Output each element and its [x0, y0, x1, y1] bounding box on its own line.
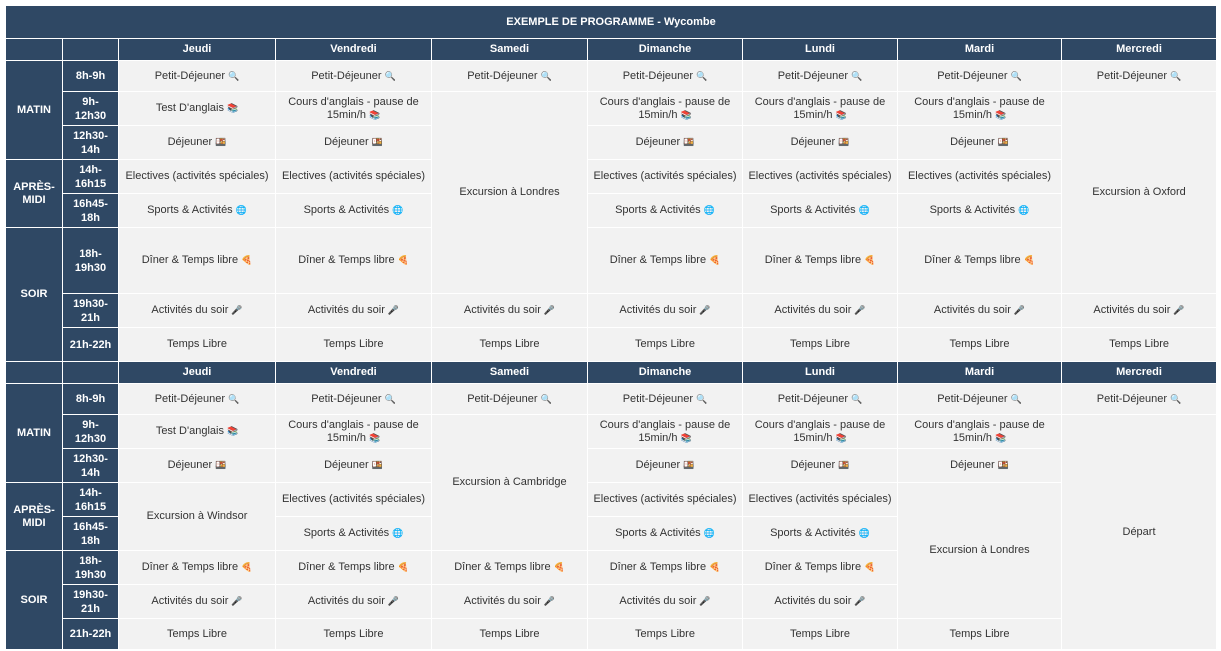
activity-cell: Cours d'anglais - pause de 15min/h 📚 — [588, 92, 743, 126]
activity-cell: Petit-Déjeuner 🔍 — [1062, 384, 1217, 415]
microphone-icon: 🎤 — [699, 596, 711, 606]
header-corner — [6, 39, 63, 61]
time-slot: 14h-16h15 — [63, 483, 119, 517]
microphone-icon: 🎤 — [854, 305, 866, 315]
period-label: APRÈS-MIDI — [6, 483, 63, 551]
time-slot: 12h30-14h — [63, 449, 119, 483]
time-slot: 8h-9h — [63, 384, 119, 415]
time-slot: 19h30-21h — [63, 294, 119, 328]
magnifier-icon: 🔍 — [1010, 70, 1022, 81]
books-icon: 📚 — [680, 432, 692, 443]
activity-cell: Dîner & Temps libre 🍕 — [119, 551, 276, 585]
activity-cell: Dîner & Temps libre 🍕 — [743, 551, 898, 585]
microphone-icon: 🎤 — [387, 305, 400, 315]
globe-icon: 🌐 — [392, 205, 404, 215]
activity-cell: Electives (activités spéciales) — [588, 160, 743, 194]
activity-cell: Temps Libre — [1062, 328, 1217, 362]
activity-cell: Temps Libre — [119, 619, 276, 650]
activity-cell: Activités du soir 🎤 — [276, 585, 432, 619]
globe-icon: 🌐 — [703, 528, 715, 538]
activity-cell: Dîner & Temps libre 🍕 — [432, 551, 588, 585]
activity-cell: Sports & Activités 🌐 — [898, 194, 1062, 228]
globe-icon: 🌐 — [858, 205, 870, 215]
activity-cell: Dîner & Temps libre 🍕 — [119, 228, 276, 294]
activity-cell: Electives (activités spéciales) — [898, 160, 1062, 194]
activity-cell: Activités du soir 🎤 — [743, 585, 898, 619]
activity-cell: Déjeuner 🍱 — [119, 126, 276, 160]
magnifier-icon: 🔍 — [228, 393, 240, 404]
pizza-icon: 🍕 — [864, 255, 876, 265]
time-slot: 19h30-21h — [63, 585, 119, 619]
activity-cell: Cours d'anglais - pause de 15min/h 📚 — [276, 415, 432, 449]
books-icon: 📚 — [680, 109, 692, 120]
period-label: MATIN — [6, 61, 63, 160]
schedule-container — [5, 5, 1216, 650]
activity-cell: Sports & Activités 🌐 — [588, 194, 743, 228]
activity-cell: Déjeuner 🍱 — [588, 449, 743, 483]
activity-cell: Petit-Déjeuner 🔍 — [432, 384, 588, 415]
food-icon: 🍱 — [683, 137, 695, 147]
magnifier-icon: 🔍 — [851, 70, 863, 81]
header-corner — [6, 362, 63, 384]
activity-cell: Déjeuner 🍱 — [743, 449, 898, 483]
microphone-icon: 🎤 — [854, 596, 866, 606]
pizza-icon: 🍕 — [397, 562, 409, 572]
activity-cell: Sports & Activités 🌐 — [743, 194, 898, 228]
activity-cell: Electives (activités spéciales) — [743, 160, 898, 194]
food-icon: 🍱 — [838, 137, 850, 147]
pizza-icon: 🍕 — [241, 255, 253, 265]
activity-cell: Petit-Déjeuner 🔍 — [588, 384, 743, 415]
activity-cell: Dîner & Temps libre 🍕 — [588, 551, 743, 585]
magnifier-icon: 🔍 — [384, 70, 396, 81]
activity-cell: Déjeuner 🍱 — [743, 126, 898, 160]
activity-cell: Déjeuner 🍱 — [588, 126, 743, 160]
activity-cell: Petit-Déjeuner 🔍 — [898, 61, 1062, 92]
activity-cell: Cours d'anglais - pause de 15min/h 📚 — [898, 92, 1062, 126]
time-slot: 21h-22h — [63, 619, 119, 650]
food-icon: 🍱 — [371, 137, 383, 147]
magnifier-icon: 🔍 — [540, 70, 552, 81]
activity-cell: Petit-Déjeuner 🔍 — [119, 61, 276, 92]
time-slot: 9h-12h30 — [63, 92, 119, 126]
time-slot: 16h45-18h — [63, 517, 119, 551]
activity-cell: Temps Libre — [588, 328, 743, 362]
activity-cell: Petit-Déjeuner 🔍 — [743, 384, 898, 415]
microphone-icon: 🎤 — [1173, 305, 1185, 315]
activity-cell: Temps Libre — [898, 328, 1062, 362]
microphone-icon: 🎤 — [231, 305, 243, 315]
time-slot: 9h-12h30 — [63, 415, 119, 449]
activity-cell: Petit-Déjeuner 🔍 — [743, 61, 898, 92]
books-icon: 📚 — [368, 432, 381, 443]
activity-cell: Electives (activités spéciales) — [743, 483, 898, 517]
activity-cell: Cours d'anglais - pause de 15min/h 📚 — [276, 92, 432, 126]
header-corner — [63, 362, 119, 384]
header-corner — [63, 39, 119, 61]
activity-cell: Dîner & Temps libre 🍕 — [743, 228, 898, 294]
time-slot: 18h-19h30 — [63, 228, 119, 294]
activity-cell: Déjeuner 🍱 — [276, 449, 432, 483]
food-icon: 🍱 — [683, 460, 695, 470]
microphone-icon: 🎤 — [231, 596, 243, 606]
pizza-icon: 🍕 — [1023, 255, 1035, 265]
activity-cell: Temps Libre — [743, 328, 898, 362]
activity-cell: Cours d'anglais - pause de 15min/h 📚 — [898, 415, 1062, 449]
magnifier-icon: 🔍 — [696, 393, 708, 404]
activity-cell: Dîner & Temps libre 🍕 — [588, 228, 743, 294]
pizza-icon: 🍕 — [553, 562, 565, 572]
food-icon: 🍱 — [371, 460, 383, 470]
food-icon: 🍱 — [997, 460, 1009, 470]
activity-cell: Activités du soir 🎤 — [588, 294, 743, 328]
pizza-icon: 🍕 — [864, 562, 876, 572]
activity-cell: Sports & Activités 🌐 — [743, 517, 898, 551]
excursion-cell: Excursion à Cambridge — [432, 415, 588, 551]
period-label: MATIN — [6, 384, 63, 483]
activity-cell: Temps Libre — [276, 328, 432, 362]
day-header: Mercredi — [1062, 362, 1217, 384]
activity-cell: Electives (activités spéciales) — [276, 160, 432, 194]
activity-cell: Activités du soir 🎤 — [743, 294, 898, 328]
activity-cell: Sports & Activités 🌐 — [588, 517, 743, 551]
day-header: Samedi — [432, 362, 588, 384]
activity-cell: Dîner & Temps libre 🍕 — [276, 551, 432, 585]
activity-cell: Temps Libre — [432, 619, 588, 650]
magnifier-icon: 🔍 — [851, 393, 863, 404]
period-label: APRÈS-MIDI — [6, 160, 63, 228]
time-slot: 16h45-18h — [63, 194, 119, 228]
magnifier-icon: 🔍 — [540, 393, 552, 404]
activity-cell: Petit-Déjeuner 🔍 — [276, 61, 432, 92]
books-icon: 📚 — [368, 109, 381, 120]
activity-cell: Sports & Activités 🌐 — [119, 194, 276, 228]
food-icon: 🍱 — [838, 460, 850, 470]
books-icon: 📚 — [226, 103, 239, 113]
books-icon: 📚 — [994, 109, 1007, 120]
activity-cell: Sports & Activités 🌐 — [276, 194, 432, 228]
depart-cell: Départ — [1062, 415, 1217, 650]
activity-cell: Temps Libre — [588, 619, 743, 650]
magnifier-icon: 🔍 — [696, 70, 708, 81]
activity-cell: Activités du soir 🎤 — [588, 585, 743, 619]
food-icon: 🍱 — [215, 460, 227, 470]
day-header: Jeudi — [119, 39, 276, 61]
time-slot: 14h-16h15 — [63, 160, 119, 194]
magnifier-icon: 🔍 — [384, 393, 396, 404]
activity-cell: Petit-Déjeuner 🔍 — [276, 384, 432, 415]
activity-cell: Activités du soir 🎤 — [432, 585, 588, 619]
activity-cell: Electives (activités spéciales) — [276, 483, 432, 517]
time-slot: 21h-22h — [63, 328, 119, 362]
activity-cell: Déjeuner 🍱 — [276, 126, 432, 160]
excursion-cell: Excursion à Windsor — [119, 483, 276, 551]
excursion-cell: Excursion à Londres — [432, 92, 588, 294]
activity-cell: Activités du soir 🎤 — [432, 294, 588, 328]
activity-cell: Dîner & Temps libre 🍕 — [276, 228, 432, 294]
day-header: Lundi — [743, 362, 898, 384]
magnifier-icon: 🔍 — [1010, 393, 1022, 404]
time-slot: 8h-9h — [63, 61, 119, 92]
excursion-cell: Excursion à Oxford — [1062, 92, 1217, 294]
activity-cell: Electives (activités spéciales) — [119, 160, 276, 194]
pizza-icon: 🍕 — [709, 562, 721, 572]
activity-cell: Sports & Activités 🌐 — [276, 517, 432, 551]
time-slot: 12h30-14h — [63, 126, 119, 160]
activity-cell: Temps Libre — [276, 619, 432, 650]
pizza-icon: 🍕 — [709, 255, 721, 265]
activity-cell: Temps Libre — [743, 619, 898, 650]
globe-icon: 🌐 — [858, 528, 870, 538]
day-header: Jeudi — [119, 362, 276, 384]
schedule-table — [5, 5, 1217, 650]
activity-cell: Déjeuner 🍱 — [119, 449, 276, 483]
books-icon: 📚 — [835, 432, 847, 443]
time-slot: 18h-19h30 — [63, 551, 119, 585]
pizza-icon: 🍕 — [397, 255, 409, 265]
activity-cell: Petit-Déjeuner 🔍 — [1062, 61, 1217, 92]
books-icon: 📚 — [994, 432, 1007, 443]
activity-cell: Activités du soir 🎤 — [898, 294, 1062, 328]
activity-cell: Activités du soir 🎤 — [276, 294, 432, 328]
activity-cell: Petit-Déjeuner 🔍 — [432, 61, 588, 92]
activity-cell: Petit-Déjeuner 🔍 — [588, 61, 743, 92]
activity-cell: Déjeuner 🍱 — [898, 449, 1062, 483]
period-label: SOIR — [6, 228, 63, 362]
magnifier-icon: 🔍 — [1170, 393, 1182, 404]
food-icon: 🍱 — [215, 137, 227, 147]
activity-cell: Temps Libre — [898, 619, 1062, 650]
day-header: Vendredi — [276, 362, 432, 384]
microphone-icon: 🎤 — [1013, 305, 1026, 315]
day-header: Mardi — [898, 39, 1062, 61]
activity-cell: Cours d'anglais - pause de 15min/h 📚 — [588, 415, 743, 449]
activity-cell: Activités du soir 🎤 — [1062, 294, 1217, 328]
page-title: EXEMPLE DE PROGRAMME - Wycombe — [6, 6, 1217, 39]
globe-icon: 🌐 — [1018, 205, 1030, 215]
microphone-icon: 🎤 — [699, 305, 711, 315]
activity-cell: Cours d'anglais - pause de 15min/h 📚 — [743, 415, 898, 449]
microphone-icon: 🎤 — [543, 596, 556, 606]
books-icon: 📚 — [835, 109, 847, 120]
activity-cell: Temps Libre — [432, 328, 588, 362]
activity-cell: Petit-Déjeuner 🔍 — [119, 384, 276, 415]
globe-icon: 🌐 — [235, 205, 247, 215]
activity-cell: Cours d'anglais - pause de 15min/h 📚 — [743, 92, 898, 126]
day-header: Samedi — [432, 39, 588, 61]
activity-cell: Activités du soir 🎤 — [119, 585, 276, 619]
day-header: Vendredi — [276, 39, 432, 61]
day-header: Dimanche — [588, 362, 743, 384]
excursion-cell: Excursion à Londres — [898, 483, 1062, 619]
globe-icon: 🌐 — [703, 205, 715, 215]
activity-cell: Dîner & Temps libre 🍕 — [898, 228, 1062, 294]
microphone-icon: 🎤 — [387, 596, 400, 606]
activity-cell: Electives (activités spéciales) — [588, 483, 743, 517]
day-header: Mardi — [898, 362, 1062, 384]
activity-cell: Déjeuner 🍱 — [898, 126, 1062, 160]
day-header: Mercredi — [1062, 39, 1217, 61]
activity-cell: Petit-Déjeuner 🔍 — [898, 384, 1062, 415]
books-icon: 📚 — [226, 426, 239, 436]
globe-icon: 🌐 — [392, 528, 404, 538]
magnifier-icon: 🔍 — [1170, 70, 1182, 81]
period-label: SOIR — [6, 551, 63, 650]
magnifier-icon: 🔍 — [228, 70, 240, 81]
activity-cell: Activités du soir 🎤 — [119, 294, 276, 328]
day-header: Dimanche — [588, 39, 743, 61]
food-icon: 🍱 — [997, 137, 1009, 147]
activity-cell: Temps Libre — [119, 328, 276, 362]
day-header: Lundi — [743, 39, 898, 61]
activity-cell: Test D'anglais 📚 — [119, 92, 276, 126]
pizza-icon: 🍕 — [241, 562, 253, 572]
microphone-icon: 🎤 — [543, 305, 556, 315]
activity-cell: Test D'anglais 📚 — [119, 415, 276, 449]
